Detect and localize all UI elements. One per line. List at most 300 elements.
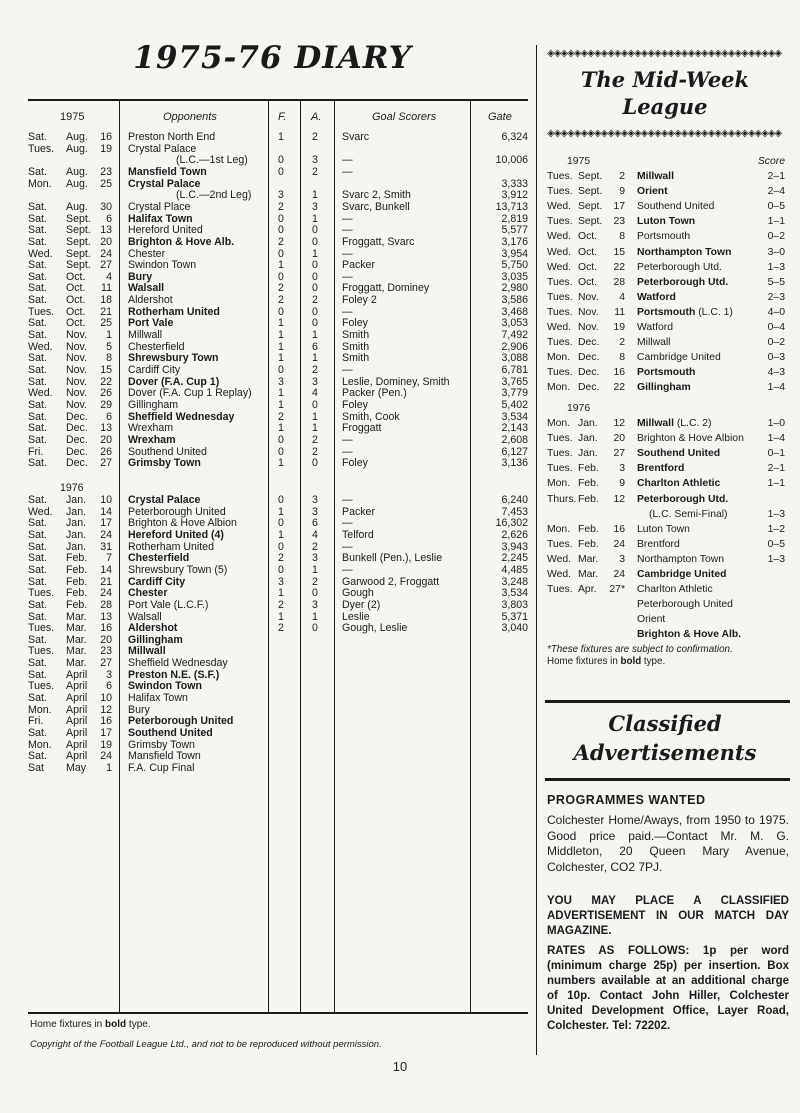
fixture-date: 21 bbox=[100, 305, 112, 318]
fixture-goals-for: 1 bbox=[278, 131, 284, 143]
midweek-date: 15 bbox=[613, 246, 625, 258]
fixture-goals-against: 0 bbox=[312, 305, 318, 318]
midweek-score: 5–5 bbox=[767, 276, 785, 288]
fixture-day: Sat. bbox=[28, 692, 47, 705]
midweek-row bbox=[547, 276, 787, 291]
fixture-goal-scorers: Packer bbox=[342, 259, 375, 272]
fixture-opponent: Grimsby Town bbox=[128, 457, 201, 470]
midweek-opponent: Orient bbox=[637, 614, 666, 626]
fixture-goals-against: 3 bbox=[312, 375, 318, 388]
midweek-score: 1–4 bbox=[767, 433, 785, 445]
fixture-date: 3 bbox=[106, 668, 112, 681]
fixture-date: 17 bbox=[100, 517, 112, 530]
fixture-opponent: Peterborough United bbox=[128, 715, 234, 728]
fixture-goals-for: 2 bbox=[278, 294, 284, 307]
fixture-date: 28 bbox=[100, 598, 112, 611]
midweek-date: 3 bbox=[619, 463, 625, 475]
midweek-score: 3–0 bbox=[767, 246, 785, 258]
fixture-gate: 4,485 bbox=[501, 563, 528, 576]
fixture-day: Mon. bbox=[28, 738, 52, 751]
fixture-goals-against: 1 bbox=[312, 189, 318, 202]
fixture-date: 6 bbox=[106, 410, 112, 423]
classified-heading: PROGRAMMES WANTED bbox=[547, 793, 706, 807]
midweek-row bbox=[547, 523, 787, 538]
midweek-date: 2 bbox=[619, 337, 625, 349]
midweek-row bbox=[547, 598, 787, 613]
fixture-opponent: Brighton & Hove Albion bbox=[128, 517, 237, 530]
fixture-opponent: Sheffield Wednesday bbox=[128, 657, 228, 670]
fixture-month: Mar. bbox=[66, 610, 87, 623]
fixture-opponent: Preston North End bbox=[128, 131, 216, 143]
midweek-row bbox=[547, 477, 787, 492]
midweek-score: 2–3 bbox=[767, 291, 785, 303]
fixture-row bbox=[0, 329, 530, 341]
midweek-row bbox=[547, 321, 787, 336]
fixture-goals-against: 3 bbox=[312, 494, 318, 506]
midweek-date: 22 bbox=[613, 382, 625, 394]
fixture-opponent: Cardiff City bbox=[128, 575, 186, 588]
midweek-month: Jan. bbox=[578, 433, 598, 445]
fixture-goal-scorers: — bbox=[342, 445, 353, 458]
fixture-goals-for: 1 bbox=[278, 340, 284, 353]
fixture-opponent: Aldershot bbox=[128, 622, 178, 635]
midweek-opponent: Gillingham bbox=[637, 382, 691, 394]
fixture-opponent: Gillingham bbox=[128, 398, 179, 411]
midweek-score: 1–4 bbox=[767, 382, 785, 394]
fixture-goal-scorers: Garwood 2, Froggatt bbox=[342, 575, 440, 588]
fixture-row bbox=[0, 364, 530, 376]
midweek-day: Tues. bbox=[547, 216, 573, 228]
fixture-row bbox=[0, 704, 530, 716]
fixture-goals-against: 0 bbox=[312, 457, 318, 470]
fixture-row bbox=[0, 399, 530, 411]
midweek-opponent: Northampton Town bbox=[637, 553, 725, 565]
fixture-day: Sat. bbox=[28, 364, 47, 376]
fixture-goal-scorers: Leslie bbox=[342, 610, 370, 623]
fixture-goals-against: 0 bbox=[312, 317, 318, 330]
fixture-opponent: Shrewsbury Town bbox=[128, 352, 219, 365]
fixture-row bbox=[0, 271, 530, 283]
fixture-opponent: Halifax Town bbox=[128, 692, 188, 705]
fixture-gate: 3,088 bbox=[501, 352, 528, 365]
fixture-month: April bbox=[66, 703, 88, 716]
fixture-gate: 2,819 bbox=[501, 212, 528, 225]
fixture-goals-against: 2 bbox=[312, 433, 318, 446]
fixture-month: April bbox=[66, 750, 88, 763]
midweek-row bbox=[547, 291, 787, 306]
midweek-row bbox=[547, 336, 787, 351]
right-column-divider bbox=[536, 45, 537, 1055]
fixture-opponent: Swindon Town bbox=[128, 680, 202, 693]
fixture-row bbox=[0, 131, 530, 143]
midweek-opponent: Portsmouth bbox=[637, 231, 691, 243]
fixture-date: 7 bbox=[106, 552, 112, 565]
midweek-date: 8 bbox=[619, 231, 625, 243]
midweek-row bbox=[547, 417, 787, 432]
fixture-month: Dec. bbox=[66, 445, 88, 458]
fixture-day: Sat bbox=[28, 761, 44, 774]
fixture-goals-for: 3 bbox=[278, 189, 284, 202]
midweek-score: 4–0 bbox=[767, 306, 785, 318]
fixture-date: 19 bbox=[100, 738, 112, 751]
fixture-day: Wed. bbox=[28, 247, 53, 260]
fixture-opponent: Preston N.E. (S.F.) bbox=[128, 668, 220, 681]
midweek-opponent: Cambridge United bbox=[637, 569, 727, 580]
fixture-date: 12 bbox=[100, 703, 112, 716]
fixture-goals-for: 1 bbox=[278, 528, 284, 541]
fixture-goal-scorers: Smith bbox=[342, 340, 370, 353]
midweek-month: Feb. bbox=[578, 493, 599, 505]
fixture-month: April bbox=[66, 680, 88, 693]
midweek-opponent: Northampton Town bbox=[637, 246, 732, 258]
fixture-gate: 3,468 bbox=[501, 305, 528, 318]
classified-title-line1: Classified bbox=[608, 711, 722, 736]
fixture-day: Sat. bbox=[28, 657, 47, 670]
fixture-row bbox=[0, 657, 530, 669]
fixture-goals-for: 0 bbox=[278, 563, 284, 576]
fixture-gate: 5,371 bbox=[501, 610, 528, 623]
fixture-month: Oct. bbox=[66, 305, 86, 318]
midweek-score: 1–1 bbox=[767, 478, 785, 490]
fixture-row bbox=[0, 446, 530, 458]
fixture-day: Sat. bbox=[28, 552, 47, 565]
midweek-row bbox=[547, 306, 787, 321]
fixture-day: Sat. bbox=[28, 317, 47, 330]
midweek-opponent: Portsmouth (L.C. 1) bbox=[637, 306, 733, 318]
fixture-opponent: Sheffield Wednesday bbox=[128, 410, 235, 423]
classified-title-line2: Advertisements bbox=[573, 740, 757, 765]
fixture-row bbox=[0, 166, 530, 178]
midweek-month: Oct. bbox=[578, 261, 598, 273]
fixture-month: Feb. bbox=[66, 552, 88, 565]
fixture-opponent: Millwall bbox=[128, 645, 166, 658]
classified-ad-text: Colchester Home/Aways, from 1950 to 1975. Good price paid.—Contact Mr. M. G. Middleton, 20 Queen Mary Avenue, Colchester, CO2 7PJ. bbox=[547, 813, 789, 874]
fixture-month: Aug. bbox=[66, 177, 88, 190]
fixture-day: Tues. bbox=[28, 680, 55, 693]
fixture-opponent: Brighton & Hove Alb. bbox=[128, 235, 235, 248]
fixture-month: Nov. bbox=[66, 375, 87, 388]
midweek-opponent: Brentford bbox=[637, 538, 680, 550]
midweek-opponent: Southend United bbox=[637, 201, 715, 213]
fixture-goals-against: 4 bbox=[312, 387, 318, 400]
fixture-goal-scorers: Gough, Leslie bbox=[342, 622, 408, 635]
fixture-row bbox=[0, 529, 530, 541]
fixture-row bbox=[0, 317, 530, 329]
midweek-date: 19 bbox=[613, 322, 625, 333]
midweek-row bbox=[547, 538, 787, 553]
fixture-row bbox=[0, 411, 530, 423]
fixture-gate: 6,324 bbox=[501, 131, 528, 143]
fixture-date: 11 bbox=[101, 282, 112, 295]
fixture-opponent: Wrexham bbox=[128, 433, 176, 446]
midweek-row bbox=[547, 462, 787, 477]
fixture-opponent: Millwall bbox=[128, 329, 163, 342]
fixture-goals-against: 0 bbox=[312, 235, 318, 248]
fixture-row bbox=[0, 541, 530, 553]
fixture-gate: 10,006 bbox=[495, 154, 528, 167]
midweek-row bbox=[547, 493, 787, 508]
fixture-goal-scorers: — bbox=[342, 224, 353, 237]
fixture-row bbox=[0, 224, 530, 236]
fixture-month: Mar. bbox=[66, 657, 87, 670]
fixture-goals-for: 0 bbox=[278, 270, 284, 283]
fixture-goals-against: 3 bbox=[312, 200, 318, 213]
midweek-score: 1–1 bbox=[767, 216, 785, 228]
fixture-month: Jan. bbox=[66, 505, 87, 518]
fixture-opponent: Peterborough United bbox=[128, 505, 226, 518]
fixture-opponent: Bury bbox=[128, 703, 150, 716]
fixture-day: Sat. bbox=[28, 598, 47, 611]
fixture-month: Aug. bbox=[66, 200, 88, 213]
fixture-goals-against: 1 bbox=[312, 212, 318, 225]
fixture-day: Sat. bbox=[28, 633, 47, 646]
fixture-gate: 2,906 bbox=[501, 340, 528, 353]
fixture-day: Sat. bbox=[28, 165, 47, 178]
midweek-row bbox=[547, 200, 787, 215]
midweek-row bbox=[547, 613, 787, 628]
fixture-goals-for: 0 bbox=[278, 212, 284, 225]
fixture-row bbox=[0, 611, 530, 623]
fixture-goals-for: 0 bbox=[278, 517, 284, 530]
fixture-opponent: Wrexham bbox=[128, 422, 174, 435]
fixture-day: Wed. bbox=[28, 387, 53, 400]
midweek-day: Wed. bbox=[547, 322, 572, 333]
fixture-goals-against: 1 bbox=[312, 410, 318, 423]
fixture-day: Sat. bbox=[28, 750, 47, 763]
fixture-row bbox=[0, 680, 530, 692]
fixture-day: Sat. bbox=[28, 494, 47, 506]
midweek-date: 12 bbox=[613, 493, 625, 505]
midweek-day: Wed. bbox=[547, 201, 572, 213]
fixture-gate: 5,577 bbox=[501, 224, 528, 237]
midweek-row bbox=[547, 185, 787, 200]
fixture-goals-against: 1 bbox=[312, 563, 318, 576]
fixture-goals-against: 1 bbox=[312, 329, 318, 342]
fixture-date: 20 bbox=[100, 433, 112, 446]
midweek-score: 0–2 bbox=[767, 231, 785, 243]
fixture-goal-scorers: — bbox=[342, 247, 353, 260]
fixture-month: Dec. bbox=[66, 422, 88, 435]
fixture-goals-against: 2 bbox=[312, 575, 318, 588]
fixture-day: Sat. bbox=[28, 610, 47, 623]
fixture-goals-against: 0 bbox=[312, 259, 318, 272]
fixture-date: 1 bbox=[106, 761, 112, 774]
fixture-row bbox=[0, 178, 530, 190]
midweek-row bbox=[547, 568, 787, 583]
fixture-day: Mon. bbox=[28, 703, 52, 716]
fixture-day: Sat. bbox=[28, 517, 47, 530]
diary-home-note: Home fixtures in bold type. bbox=[30, 1019, 151, 1030]
midweek-day: Tues. bbox=[547, 448, 573, 460]
fixture-goals-for: 0 bbox=[278, 445, 284, 458]
fixture-row bbox=[0, 587, 530, 599]
midweek-month: Sept. bbox=[578, 171, 603, 182]
fixture-row bbox=[0, 294, 530, 306]
midweek-month: Dec. bbox=[578, 337, 600, 349]
fixture-goal-scorers: Foley bbox=[342, 317, 368, 330]
fixture-day: Sat. bbox=[28, 528, 47, 541]
fixture-date: 23 bbox=[100, 165, 112, 178]
fixture-goals-for: 0 bbox=[278, 224, 284, 237]
midweek-day: Tues. bbox=[547, 367, 573, 379]
fixture-month: Dec. bbox=[66, 410, 88, 423]
fixture-goals-for: 2 bbox=[278, 200, 284, 213]
fixture-date: 20 bbox=[100, 235, 112, 248]
fixture-opponent: Port Vale bbox=[128, 317, 174, 330]
fixture-row bbox=[0, 564, 530, 576]
fixture-month: Oct. bbox=[66, 282, 86, 295]
page-number: 10 bbox=[392, 1059, 408, 1074]
fixture-date: 27 bbox=[100, 657, 112, 670]
fixture-day: Tues. bbox=[28, 622, 55, 635]
header-for: F. bbox=[278, 111, 287, 123]
midweek-row bbox=[547, 432, 787, 447]
fixture-row bbox=[0, 201, 530, 213]
fixture-goals-for: 1 bbox=[278, 422, 284, 435]
midweek-opponent: Brentford bbox=[637, 463, 685, 475]
header-against: A. bbox=[311, 111, 322, 123]
fixture-opponent: Chesterfield bbox=[128, 552, 190, 565]
fixture-date: 6 bbox=[106, 212, 112, 225]
diary-year-1976: 1976 bbox=[60, 482, 84, 494]
fixture-goal-scorers: — bbox=[342, 154, 353, 167]
fixture-goals-against: 6 bbox=[312, 517, 318, 530]
midweek-score: 2–1 bbox=[767, 171, 785, 182]
fixture-day: Sat. bbox=[28, 398, 47, 411]
fixture-goal-scorers: — bbox=[342, 364, 353, 376]
fixture-opponent: Crystal Palace bbox=[128, 142, 197, 155]
fixture-date: 16 bbox=[100, 622, 112, 635]
fixture-day: Sat. bbox=[28, 282, 47, 295]
midweek-score: 1–0 bbox=[767, 418, 785, 429]
midweek-row bbox=[547, 170, 787, 185]
fixture-row bbox=[0, 669, 530, 681]
fixture-opponent: Southend United bbox=[128, 727, 213, 739]
fixture-goals-against: 0 bbox=[312, 622, 318, 635]
fixture-gate: 2,626 bbox=[501, 528, 528, 541]
fixture-date: 24 bbox=[100, 528, 112, 541]
midweek-opponent: Millwall bbox=[637, 337, 671, 349]
midweek-score: 0–5 bbox=[767, 538, 785, 550]
fixture-date: 21 bbox=[100, 575, 112, 588]
fixture-day: Sat. bbox=[28, 259, 47, 272]
fixture-date: 31 bbox=[100, 540, 112, 553]
fixture-month: Feb. bbox=[66, 598, 88, 611]
fixture-date: 26 bbox=[100, 387, 112, 400]
midweek-row bbox=[547, 628, 787, 643]
fixture-date: 27 bbox=[100, 457, 112, 470]
fixture-month: Nov. bbox=[66, 387, 87, 400]
fixture-date: 10 bbox=[100, 692, 112, 705]
fixture-day: Tues. bbox=[28, 305, 55, 318]
fixture-row bbox=[0, 248, 530, 260]
fixture-gate: 3,912 bbox=[501, 189, 528, 202]
fixture-goals-for: 0 bbox=[278, 154, 284, 167]
fixture-goals-for: 0 bbox=[278, 305, 284, 318]
midweek-day: Tues. bbox=[547, 538, 573, 550]
fixture-goals-against: 0 bbox=[312, 282, 318, 295]
fixture-day: Sat. bbox=[28, 433, 47, 446]
fixture-day: Sat. bbox=[28, 540, 47, 553]
fixture-opponent: Grimsby Town bbox=[128, 738, 195, 751]
midweek-title-line1: The Mid-Week bbox=[580, 67, 750, 92]
fixture-date: 14 bbox=[100, 505, 112, 518]
midweek-date: 17 bbox=[613, 201, 625, 213]
fixture-goals-against: 1 bbox=[312, 422, 318, 435]
fixture-month: Aug. bbox=[66, 131, 88, 143]
fixture-month: Feb. bbox=[66, 587, 88, 600]
fixture-gate: 5,750 bbox=[501, 259, 528, 272]
midweek-title-line2: League bbox=[622, 94, 708, 119]
fixture-goals-for: 1 bbox=[278, 457, 284, 470]
fixture-goals-for: 1 bbox=[278, 329, 284, 342]
midweek-day: Tues. bbox=[547, 584, 573, 596]
fixture-goals-for: 2 bbox=[278, 282, 284, 295]
fixture-row bbox=[0, 259, 530, 271]
midweek-row bbox=[547, 230, 787, 245]
fixture-row bbox=[0, 552, 530, 564]
midweek-date: 16 bbox=[613, 523, 625, 535]
midweek-score: 0–2 bbox=[767, 337, 785, 349]
fixture-opponent: Hereford United (4) bbox=[128, 528, 224, 541]
midweek-month: Dec. bbox=[578, 367, 600, 379]
fixture-day: Tues. bbox=[28, 587, 55, 600]
fixture-gate: 6,127 bbox=[501, 445, 528, 458]
fixture-day: Fri. bbox=[28, 445, 44, 458]
fixture-month: Sept. bbox=[66, 212, 91, 225]
fixture-opponent: Aldershot bbox=[128, 294, 173, 307]
fixture-goal-scorers: — bbox=[342, 212, 353, 225]
midweek-opponent: Peterborough United bbox=[637, 599, 733, 611]
fixture-row bbox=[0, 727, 530, 739]
midweek-score: 0–4 bbox=[767, 322, 785, 333]
fixture-row bbox=[0, 599, 530, 611]
fixture-goal-scorers: Packer (Pen.) bbox=[342, 387, 407, 400]
fixture-date: 24 bbox=[100, 750, 112, 763]
midweek-score: 0–1 bbox=[767, 448, 785, 460]
fixture-day: Sat. bbox=[28, 212, 47, 225]
fixture-opponent: Hereford United bbox=[128, 224, 203, 237]
fixture-month: Jan. bbox=[66, 517, 87, 530]
fixture-opponent: (L.C.—1st Leg) bbox=[176, 154, 248, 167]
fixture-goal-scorers: Telford bbox=[342, 528, 374, 541]
fixture-day: Sat. bbox=[28, 422, 47, 435]
fixture-date: 26 bbox=[100, 445, 112, 458]
fixture-row bbox=[0, 306, 530, 318]
fixture-goals-for: 0 bbox=[278, 364, 284, 376]
fixture-month: Dec. bbox=[66, 457, 88, 470]
fixture-gate: 3,035 bbox=[501, 270, 528, 283]
fixture-month: Mar. bbox=[66, 633, 87, 646]
fixture-goals-for: 3 bbox=[278, 575, 284, 588]
fixture-day: Wed. bbox=[28, 340, 53, 353]
fixture-month: Jan. bbox=[66, 540, 87, 553]
fixture-month: Jan. bbox=[66, 494, 87, 506]
midweek-date: 20 bbox=[613, 433, 625, 445]
classified-top-rule bbox=[545, 700, 790, 703]
fixture-gate: 7,453 bbox=[501, 505, 528, 518]
midweek-month: Oct. bbox=[578, 246, 598, 258]
fixture-date: 29 bbox=[100, 398, 112, 411]
fixture-date: 30 bbox=[100, 200, 112, 213]
midweek-day: Wed. bbox=[547, 246, 572, 258]
fixture-goals-against: 1 bbox=[312, 247, 318, 260]
fixture-day: Tues. bbox=[28, 645, 55, 658]
fixture-gate: 3,779 bbox=[501, 387, 528, 400]
fixture-goals-for: 1 bbox=[278, 398, 284, 411]
fixture-date: 19 bbox=[100, 142, 112, 155]
fixture-date: 25 bbox=[100, 317, 112, 330]
